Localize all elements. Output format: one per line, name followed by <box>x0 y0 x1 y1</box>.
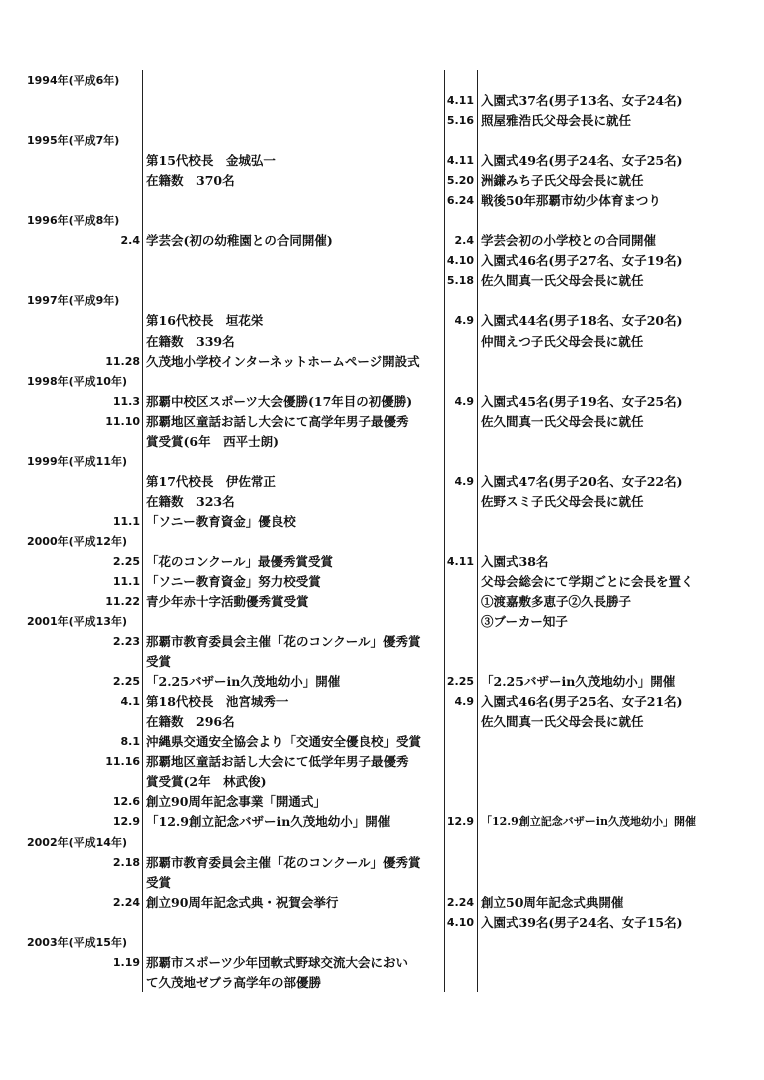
school-event-text: 「花のコンクール」最優秀賞受賞 <box>146 553 334 569</box>
school-event-text: 那覇地区童話お話し大会にて高学年男子最優秀 <box>146 413 409 429</box>
school-event-date: 11.22 <box>105 595 140 609</box>
kindergarten-event-date: 2.25 <box>446 675 474 689</box>
school-event-date: 2.25 <box>112 554 140 568</box>
school-event-text: 那覇中校区スポーツ大会優勝(17年目の初優勝) <box>146 393 413 409</box>
school-event-date: 2.18 <box>112 855 140 869</box>
school-event-date: 8.1 <box>120 735 140 749</box>
kindergarten-event-text: 仲間えつ子氏父母会長に就任 <box>481 333 644 349</box>
kindergarten-event-date: 2.4 <box>454 234 474 248</box>
kindergarten-event-text: 佐久間真一氏父母会長に就任 <box>481 273 644 289</box>
kindergarten-event-date: 4.11 <box>446 154 474 168</box>
kindergarten-event-text: 入園式46名(男子27名、女子19名) <box>481 253 683 269</box>
kindergarten-event-date: 4.10 <box>446 254 474 268</box>
kindergarten-event-text: 照屋雅浩氏父母会長に就任 <box>481 113 632 129</box>
school-event-text: 在籍数 370名 <box>146 173 235 189</box>
school-event-date: 11.1 <box>112 575 140 588</box>
school-event-text: 第16代校長 垣花栄 <box>146 313 264 329</box>
school-event-text: 創立90周年記念式典・祝賀会挙行 <box>146 894 339 910</box>
year-heading: 1996年(平成8年) <box>27 214 120 228</box>
year-heading: 1998年(平成10年) <box>27 374 127 388</box>
kindergarten-event-text: 入園式45名(男子19名、女子25名) <box>481 393 683 409</box>
kindergarten-event-date: 4.10 <box>446 915 474 929</box>
year-heading: 2000年(平成12年) <box>27 534 127 548</box>
school-event-text: 青少年赤十字活動優秀賞受賞 <box>146 594 309 610</box>
kindergarten-event-text: 洲鎌みち子氏父母会長に就任 <box>481 173 644 189</box>
school-event-text: 賞受賞(6年 西平士朗) <box>146 433 280 449</box>
school-event-date: 11.3 <box>112 394 140 408</box>
kindergarten-event-text: 佐久間真一氏父母会長に就任 <box>481 714 644 730</box>
school-event-text: 久茂地小学校インターネットホームページ開設式 <box>146 353 420 369</box>
kindergarten-event-text: 「2.25バザーin久茂地幼小」開催 <box>481 674 676 690</box>
school-event-text: 第15代校長 金城弘一 <box>146 153 276 169</box>
school-event-text: 第17代校長 伊佐常正 <box>146 473 276 489</box>
school-event-text: 第18代校長 池宮城秀一 <box>146 694 289 710</box>
kindergarten-event-date: 4.11 <box>446 554 474 568</box>
kindergarten-event-text: 入園式37名(男子13名、女子24名) <box>481 93 683 109</box>
school-event-date: 2.25 <box>112 675 140 689</box>
school-event-date: 2.23 <box>112 635 140 649</box>
kindergarten-event-date: 5.18 <box>446 274 474 288</box>
school-event-date: 12.9 <box>112 815 140 829</box>
school-event-date: 2.4 <box>120 234 140 248</box>
school-event-date: 11.28 <box>105 354 140 368</box>
school-event-text: て久茂地ゼブラ高学年の部優勝 <box>146 974 322 990</box>
school-event-text: 「2.25バザーin久茂地幼小」開催 <box>146 674 341 690</box>
school-event-text: 賞受賞(2年 林武俊) <box>146 774 267 790</box>
school-event-text: 沖縄県交通安全協会より「交通安全優良校」受賞 <box>146 734 422 750</box>
year-heading: 2001年(平成13年) <box>27 615 127 629</box>
kindergarten-event-date: 5.20 <box>446 174 474 188</box>
school-event-text: 那覇市教育委員会主催「花のコンクール」優秀賞 <box>146 854 421 870</box>
year-heading: 1997年(平成9年) <box>27 294 120 308</box>
kindergarten-event-date: 5.16 <box>446 114 474 128</box>
column-divider-center <box>444 70 445 992</box>
kindergarten-event-date: 4.9 <box>454 474 474 488</box>
kindergarten-event-date: 12.9 <box>446 815 474 829</box>
kindergarten-event-text: ①渡嘉敷多恵子②久長勝子 <box>481 594 632 610</box>
school-event-date: 11.10 <box>105 414 140 428</box>
kindergarten-event-text: 「12.9創立記念バザーin久茂地幼小」開催 <box>481 815 696 829</box>
school-event-text: 那覇地区童話お話し大会にて低学年男子最優秀 <box>146 754 409 770</box>
kindergarten-event-date: 4.9 <box>454 394 474 408</box>
kindergarten-event-text: 入園式47名(男子20名、女子22名) <box>481 473 683 489</box>
kindergarten-event-date: 6.24 <box>446 194 474 208</box>
kindergarten-event-date: 4.9 <box>454 695 474 709</box>
kindergarten-event-text: 入園式44名(男子18名、女子20名) <box>481 313 683 329</box>
school-event-text: 在籍数 339名 <box>146 333 235 349</box>
kindergarten-event-text: 創立50周年記念式典開催 <box>481 894 624 910</box>
school-event-text: 「ソニー教育資金」努力校受賞 <box>146 574 321 589</box>
kindergarten-event-text: 入園式46名(男子25名、女子21名) <box>481 694 683 710</box>
school-event-date: 1.19 <box>112 955 140 969</box>
school-event-date: 4.1 <box>120 695 140 709</box>
school-event-text: 在籍数 296名 <box>146 714 235 730</box>
kindergarten-event-date: 4.9 <box>454 314 474 328</box>
school-event-text: 在籍数 323名 <box>146 493 235 509</box>
kindergarten-event-text: 入園式49名(男子24名、女子25名) <box>481 153 683 169</box>
kindergarten-event-text: ③ブーカー知子 <box>481 614 568 630</box>
kindergarten-event-date: 2.24 <box>446 895 474 909</box>
kindergarten-event-text: 入園式39名(男子24名、女子15名) <box>481 914 683 930</box>
kindergarten-event-text: 佐久間真一氏父母会長に就任 <box>481 413 644 429</box>
school-event-date: 2.24 <box>112 895 140 909</box>
kindergarten-event-text: 入園式38名 <box>481 553 549 569</box>
year-heading: 1995年(平成7年) <box>27 134 120 148</box>
column-divider-left <box>142 70 143 992</box>
school-event-date: 12.6 <box>112 795 140 809</box>
year-heading: 2002年(平成14年) <box>27 835 127 849</box>
school-event-text: 学芸会(初の幼稚園との合同開催) <box>146 233 333 249</box>
school-event-text: 那覇市スポーツ少年団軟式野球交流大会におい <box>146 954 409 970</box>
school-event-date: 11.1 <box>112 514 140 528</box>
year-heading: 2003年(平成15年) <box>27 935 127 949</box>
school-event-date: 11.16 <box>105 755 140 769</box>
school-event-text: 創立90周年記念事業「開通式」 <box>146 794 326 810</box>
kindergarten-event-date: 4.11 <box>446 94 474 108</box>
column-divider-right <box>477 70 478 992</box>
year-heading: 1999年(平成11年) <box>27 454 127 468</box>
kindergarten-event-text: 佐野スミ子氏父母会長に就任 <box>481 493 644 509</box>
school-event-text: 「12.9創立記念バザーin久茂地幼小」開催 <box>146 814 391 830</box>
school-event-text: 受賞 <box>146 654 172 670</box>
school-event-text: 「ソニー教育資金」優良校 <box>146 513 296 529</box>
year-heading: 1994年(平成6年) <box>27 74 120 87</box>
kindergarten-event-text: 父母会総会にて学期ごとに会長を置く <box>481 574 694 589</box>
kindergarten-event-text: 学芸会初の小学校との合同開催 <box>481 233 657 249</box>
school-event-text: 那覇市教育委員会主催「花のコンクール」優秀賞 <box>146 634 421 650</box>
kindergarten-event-text: 戦後50年那覇市幼少体育まつり <box>481 193 661 209</box>
school-event-text: 受賞 <box>146 874 172 890</box>
